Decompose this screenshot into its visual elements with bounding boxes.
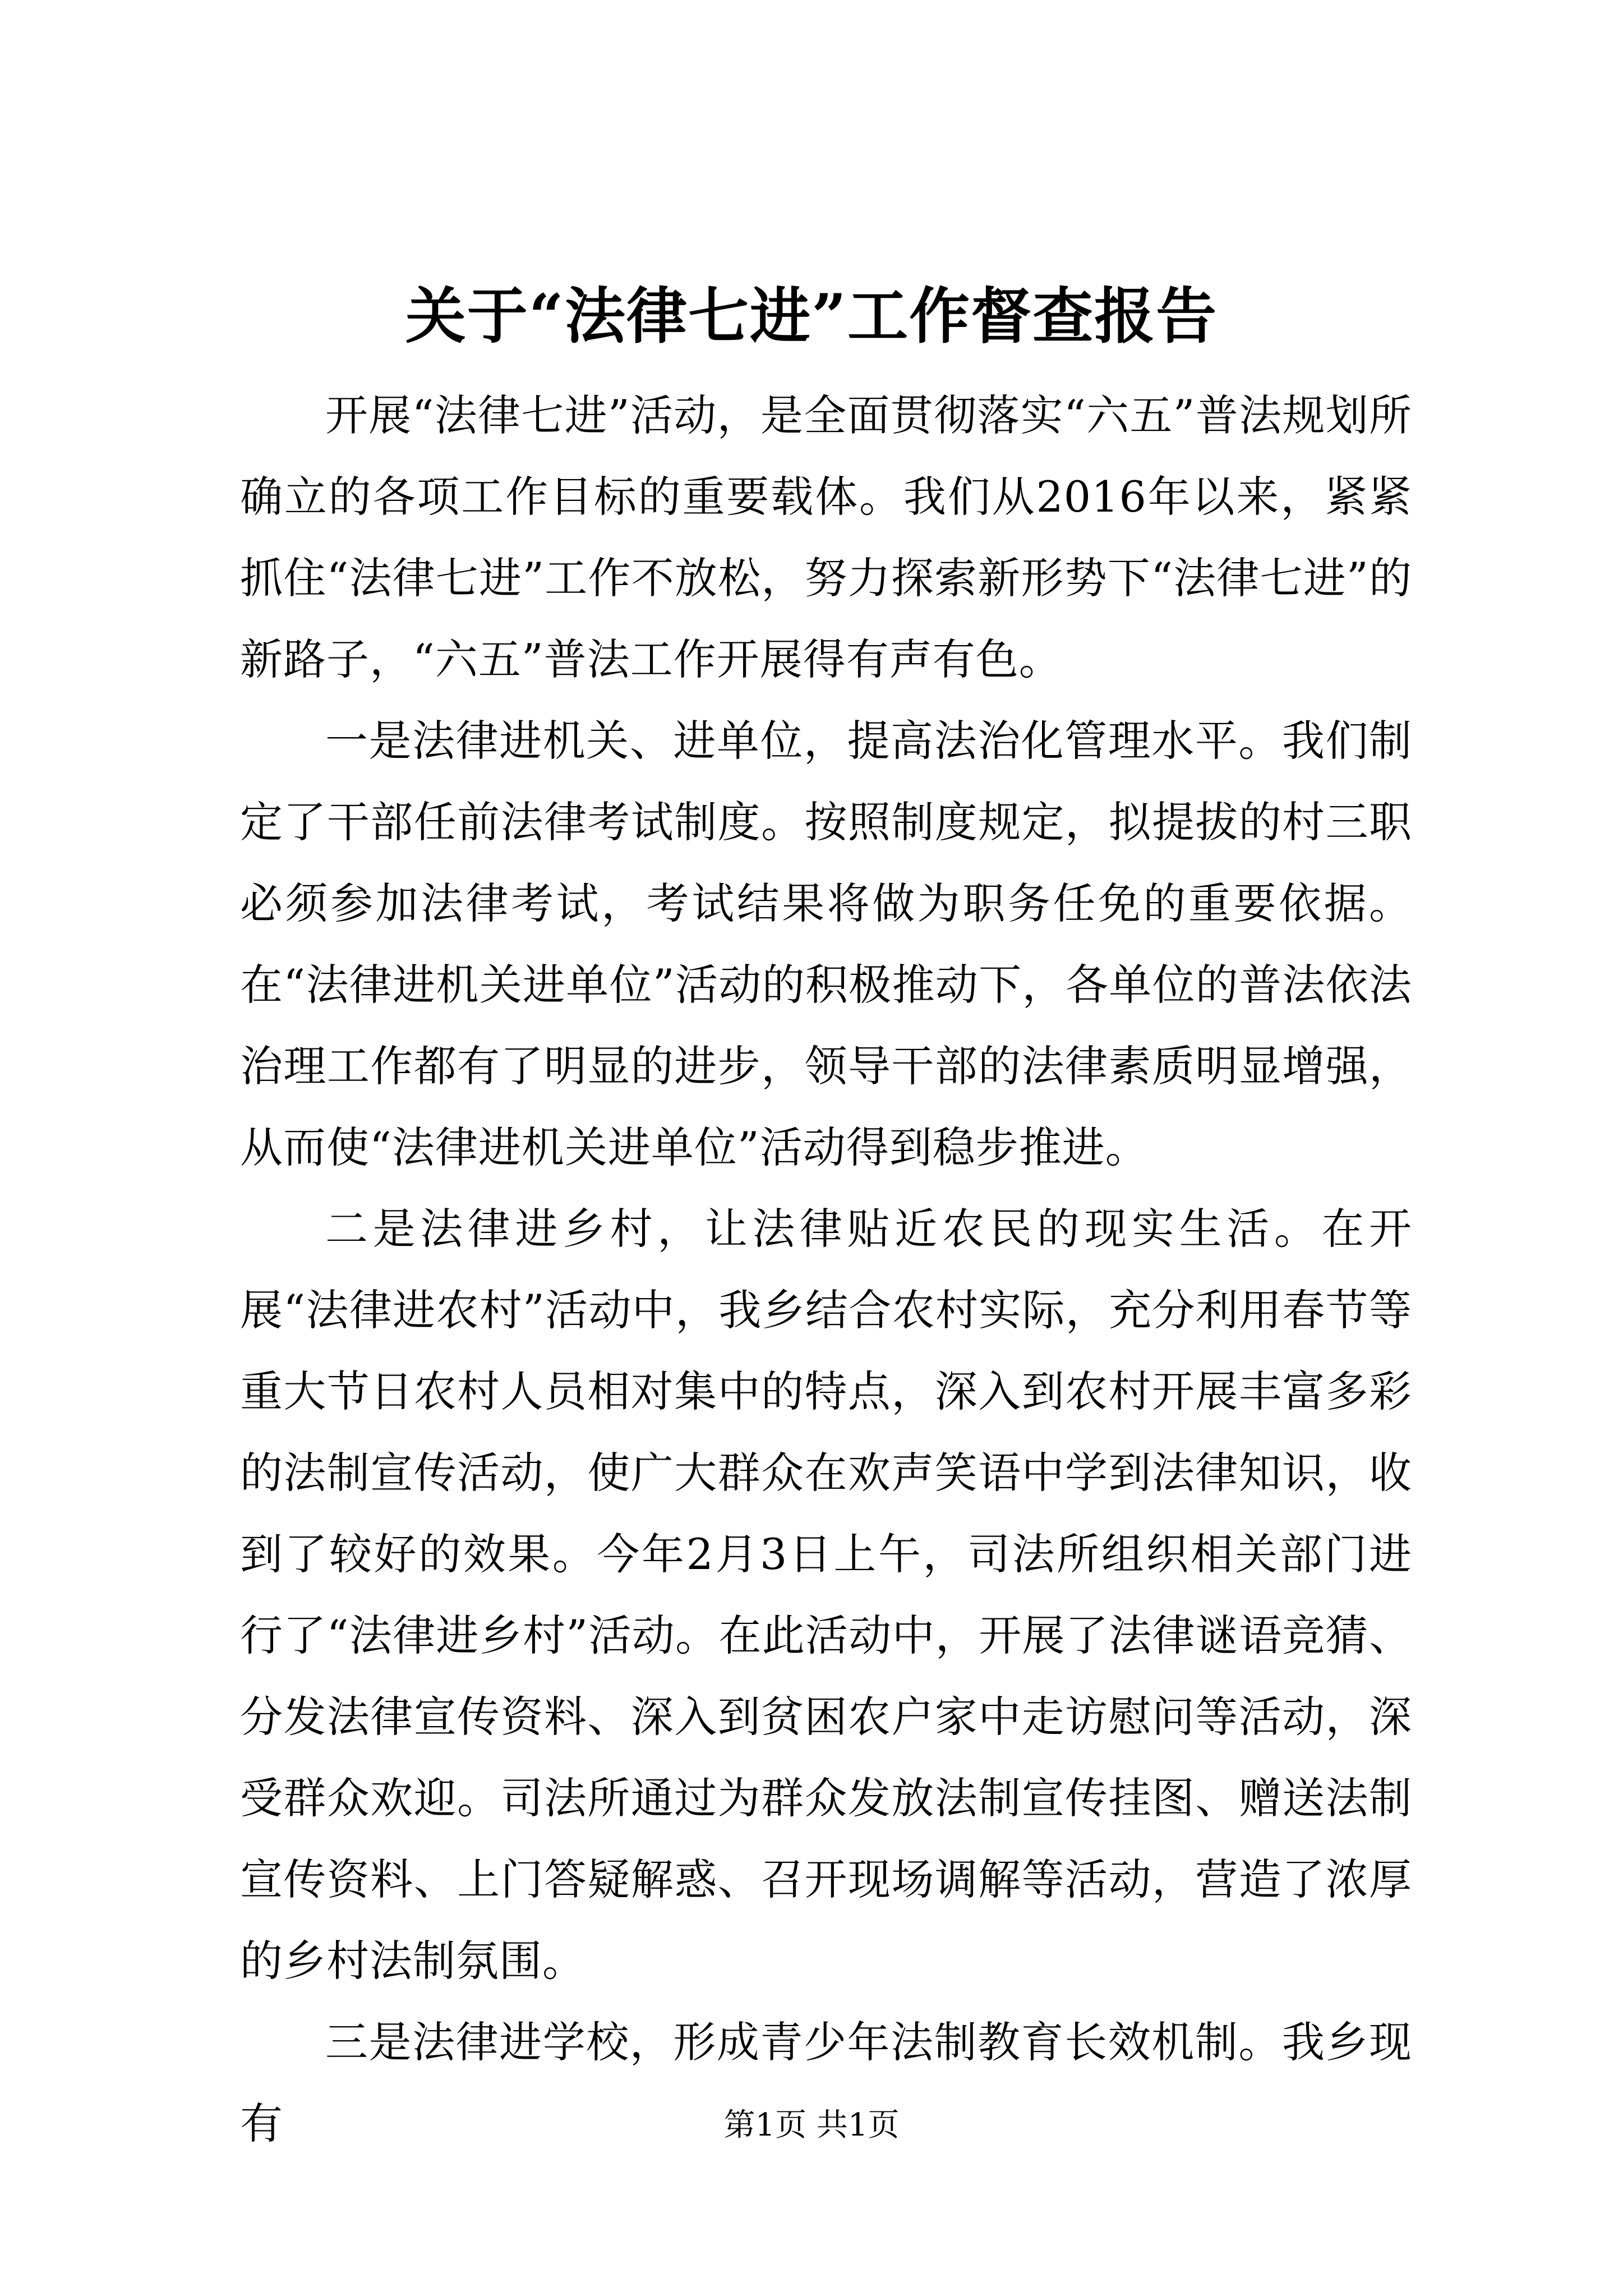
- paragraph-one: 一是法律进机关、进单位，提高法治化管理水平。我们制定了干部任前法律考试制度。按照制度规定，拟提拔的村三职必须参加法律考试，考试结果将做为职务任免的重要依据。在“法律进机关进单位”活动的积极推动下，各单位的普法依法治理工作都有了明显的进步，领导干部的法律素质明显增强，从而使“法律进机关进单位”活动得到稳步推进。: [240, 716, 1412, 1172]
- document-body: [240, 375, 1412, 2164]
- paragraph-two: 二是法律进乡村，让法律贴近农民的现实生活。在开展“法律进农村”活动中，我乡结合农村实际，充分利用春节等重大节日农村人员相对集中的特点，深入到农村开展丰富多彩的法制宣传活动，使广大群众在欢声笑语中学到法律知识，收到了较好的效果。今年2月3日上午，司法所组织相关部门进行了“法律进乡村”活动。在此活动中，开展了法律谜语竞猜、分发法律宣传资料、深入到贫困农户家中走访慰问等活动，深受群众欢迎。司法所通过为群众发放法制宣传挂图、赠送法制宣传资料、上门答疑解惑、召开现场调解等活动，营造了浓厚的乡村法制氛围。: [240, 1204, 1412, 1986]
- page-footer: 第1页 共1页: [723, 2107, 900, 2143]
- paragraph-intro: 开展“法律七进”活动，是全面贯彻落实“六五”普法规划所确立的各项工作目标的重要载体。我们从2016年以来，紧紧抓住“法律七进”工作不放松，努力探索新形势下“法律七进”的新路子，“六五”普法工作开展得有声有色。: [240, 390, 1412, 684]
- document-title: 关于“法律七进”工作督查报告: [405, 281, 1218, 352]
- paragraph-three: 三是法律进学校，形成青少年法制教育长效机制。我乡现有: [240, 2017, 1412, 2148]
